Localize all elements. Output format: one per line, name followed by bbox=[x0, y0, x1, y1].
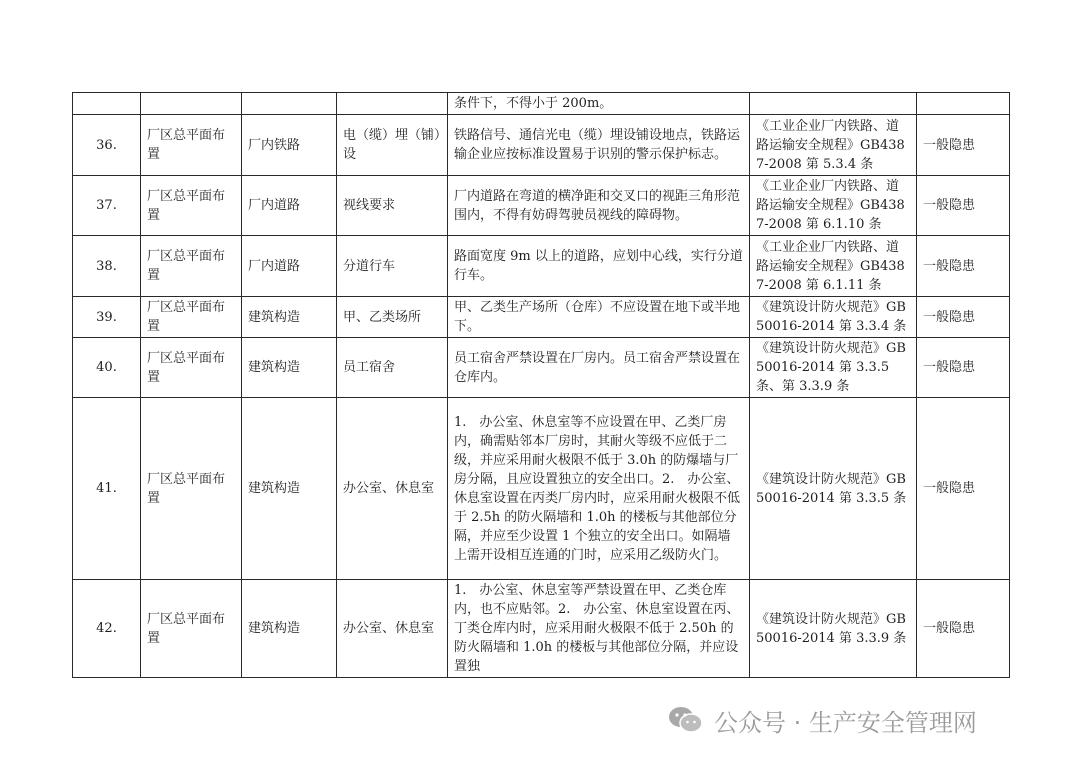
category-cell: 厂区总平面布置 bbox=[141, 176, 242, 236]
requirement-cell: 员工宿舍严禁设置在厂房内。员工宿舍严禁设置在仓库内。 bbox=[448, 338, 750, 398]
hazard-level-cell: 一般隐患 bbox=[917, 236, 1010, 297]
hazard-level-cell: 一般隐患 bbox=[917, 176, 1010, 236]
table-row bbox=[73, 115, 1010, 176]
hazard-level-cell: 一般隐患 bbox=[917, 580, 1010, 678]
standard-cell bbox=[750, 93, 917, 115]
item-cell: 分道行车 bbox=[337, 236, 448, 297]
row-number: 40. bbox=[73, 338, 141, 398]
row-number: 36. bbox=[73, 115, 141, 176]
item-cell bbox=[337, 93, 448, 115]
requirement-cell: 铁路信号、通信光电（缆）埋设铺设地点，铁路运输企业应按标准设置易于识别的警示保护标志。 bbox=[448, 115, 750, 176]
row-number: 41. bbox=[73, 398, 141, 580]
standard-cell: 《工业企业厂内铁路、道路运输安全规程》GB4387-2008 第 6.1.11 条 bbox=[750, 236, 917, 297]
table-row bbox=[73, 338, 1010, 398]
category-cell: 厂区总平面布置 bbox=[141, 580, 242, 678]
subcategory-cell: 建筑构造 bbox=[242, 580, 337, 678]
standard-cell: 《工业企业厂内铁路、道路运输安全规程》GB4387-2008 第 5.3.4 条 bbox=[750, 115, 917, 176]
standard-cell: 《建筑设计防火规范》GB50016-2014 第 3.3.5 条、第 3.3.9 条 bbox=[750, 338, 917, 398]
item-cell: 员工宿舍 bbox=[337, 338, 448, 398]
requirement-cell: 条件下，不得小于 200m。 bbox=[448, 93, 750, 115]
subcategory-cell bbox=[242, 93, 337, 115]
category-cell: 厂区总平面布置 bbox=[141, 297, 242, 338]
subcategory-cell: 厂内道路 bbox=[242, 176, 337, 236]
hazard-level-cell: 一般隐患 bbox=[917, 297, 1010, 338]
requirement-cell: 厂内道路在弯道的横净距和交叉口的视距三角形范围内，不得有妨碍驾驶员视线的障碍物。 bbox=[448, 176, 750, 236]
table-row bbox=[73, 580, 1010, 678]
table-row bbox=[73, 93, 1010, 115]
standard-cell: 《工业企业厂内铁路、道路运输安全规程》GB4387-2008 第 6.1.10 条 bbox=[750, 176, 917, 236]
item-cell: 办公室、休息室 bbox=[337, 398, 448, 580]
row-number: 38. bbox=[73, 236, 141, 297]
row-number: 42. bbox=[73, 580, 141, 678]
hazard-level-cell: 一般隐患 bbox=[917, 115, 1010, 176]
standard-cell: 《建筑设计防火规范》GB50016-2014 第 3.3.4 条 bbox=[750, 297, 917, 338]
row-number: 39. bbox=[73, 297, 141, 338]
item-cell: 甲、乙类场所 bbox=[337, 297, 448, 338]
watermark-text: 公众号 · 生产安全管理网 bbox=[714, 708, 977, 737]
wechat-icon bbox=[668, 705, 704, 735]
table-row bbox=[73, 176, 1010, 236]
row-number: 37. bbox=[73, 176, 141, 236]
item-cell: 办公室、休息室 bbox=[337, 580, 448, 678]
item-cell: 电（缆）埋（铺）设 bbox=[337, 115, 448, 176]
requirement-cell: 1. 办公室、休息室等不应设置在甲、乙类厂房内，确需贴邻本厂房时，其耐火等级不应低于二级，并应采用耐火极限不低于 3.0h 的防爆墙与厂房分隔，且应设置独立的安全出口。2. 办公室、休息室设置在丙类厂房内时，应采用耐火极限不低于 2.5h 的防火隔墙和 1.0h 的楼板与其他部位分隔，并应至少设置 1 个独立的安全出口。如隔墙上需开设相互连通的门时，应采用乙级防火门。 bbox=[448, 398, 750, 580]
hazard-level-cell bbox=[917, 93, 1010, 115]
category-cell: 厂区总平面布置 bbox=[141, 398, 242, 580]
category-cell: 厂区总平面布置 bbox=[141, 338, 242, 398]
subcategory-cell: 厂内道路 bbox=[242, 236, 337, 297]
requirement-cell: 1. 办公室、休息室等严禁设置在甲、乙类仓库内，也不应贴邻。2. 办公室、休息室设置在丙、丁类仓库内时，应采用耐火极限不低于 2.50h 的防火隔墙和 1.0h 的楼板与其他部位分隔，并应设置独 bbox=[448, 580, 750, 678]
table-row bbox=[73, 236, 1010, 297]
subcategory-cell: 建筑构造 bbox=[242, 338, 337, 398]
category-cell bbox=[141, 93, 242, 115]
hazard-level-cell: 一般隐患 bbox=[917, 398, 1010, 580]
row-number bbox=[73, 93, 141, 115]
subcategory-cell: 建筑构造 bbox=[242, 297, 337, 338]
requirement-cell: 甲、乙类生产场所（仓库）不应设置在地下或半地下。 bbox=[448, 297, 750, 338]
hazard-table bbox=[72, 92, 1010, 678]
table-row bbox=[73, 297, 1010, 338]
standard-cell: 《建筑设计防火规范》GB50016-2014 第 3.3.5 条 bbox=[750, 398, 917, 580]
category-cell: 厂区总平面布置 bbox=[141, 115, 242, 176]
requirement-cell: 路面宽度 9m 以上的道路，应划中心线，实行分道行车。 bbox=[448, 236, 750, 297]
table-row bbox=[73, 398, 1010, 580]
item-cell: 视线要求 bbox=[337, 176, 448, 236]
category-cell: 厂区总平面布置 bbox=[141, 236, 242, 297]
hazard-level-cell: 一般隐患 bbox=[917, 338, 1010, 398]
standard-cell: 《建筑设计防火规范》GB50016-2014 第 3.3.9 条 bbox=[750, 580, 917, 678]
subcategory-cell: 建筑构造 bbox=[242, 398, 337, 580]
watermark bbox=[668, 702, 1048, 738]
subcategory-cell: 厂内铁路 bbox=[242, 115, 337, 176]
